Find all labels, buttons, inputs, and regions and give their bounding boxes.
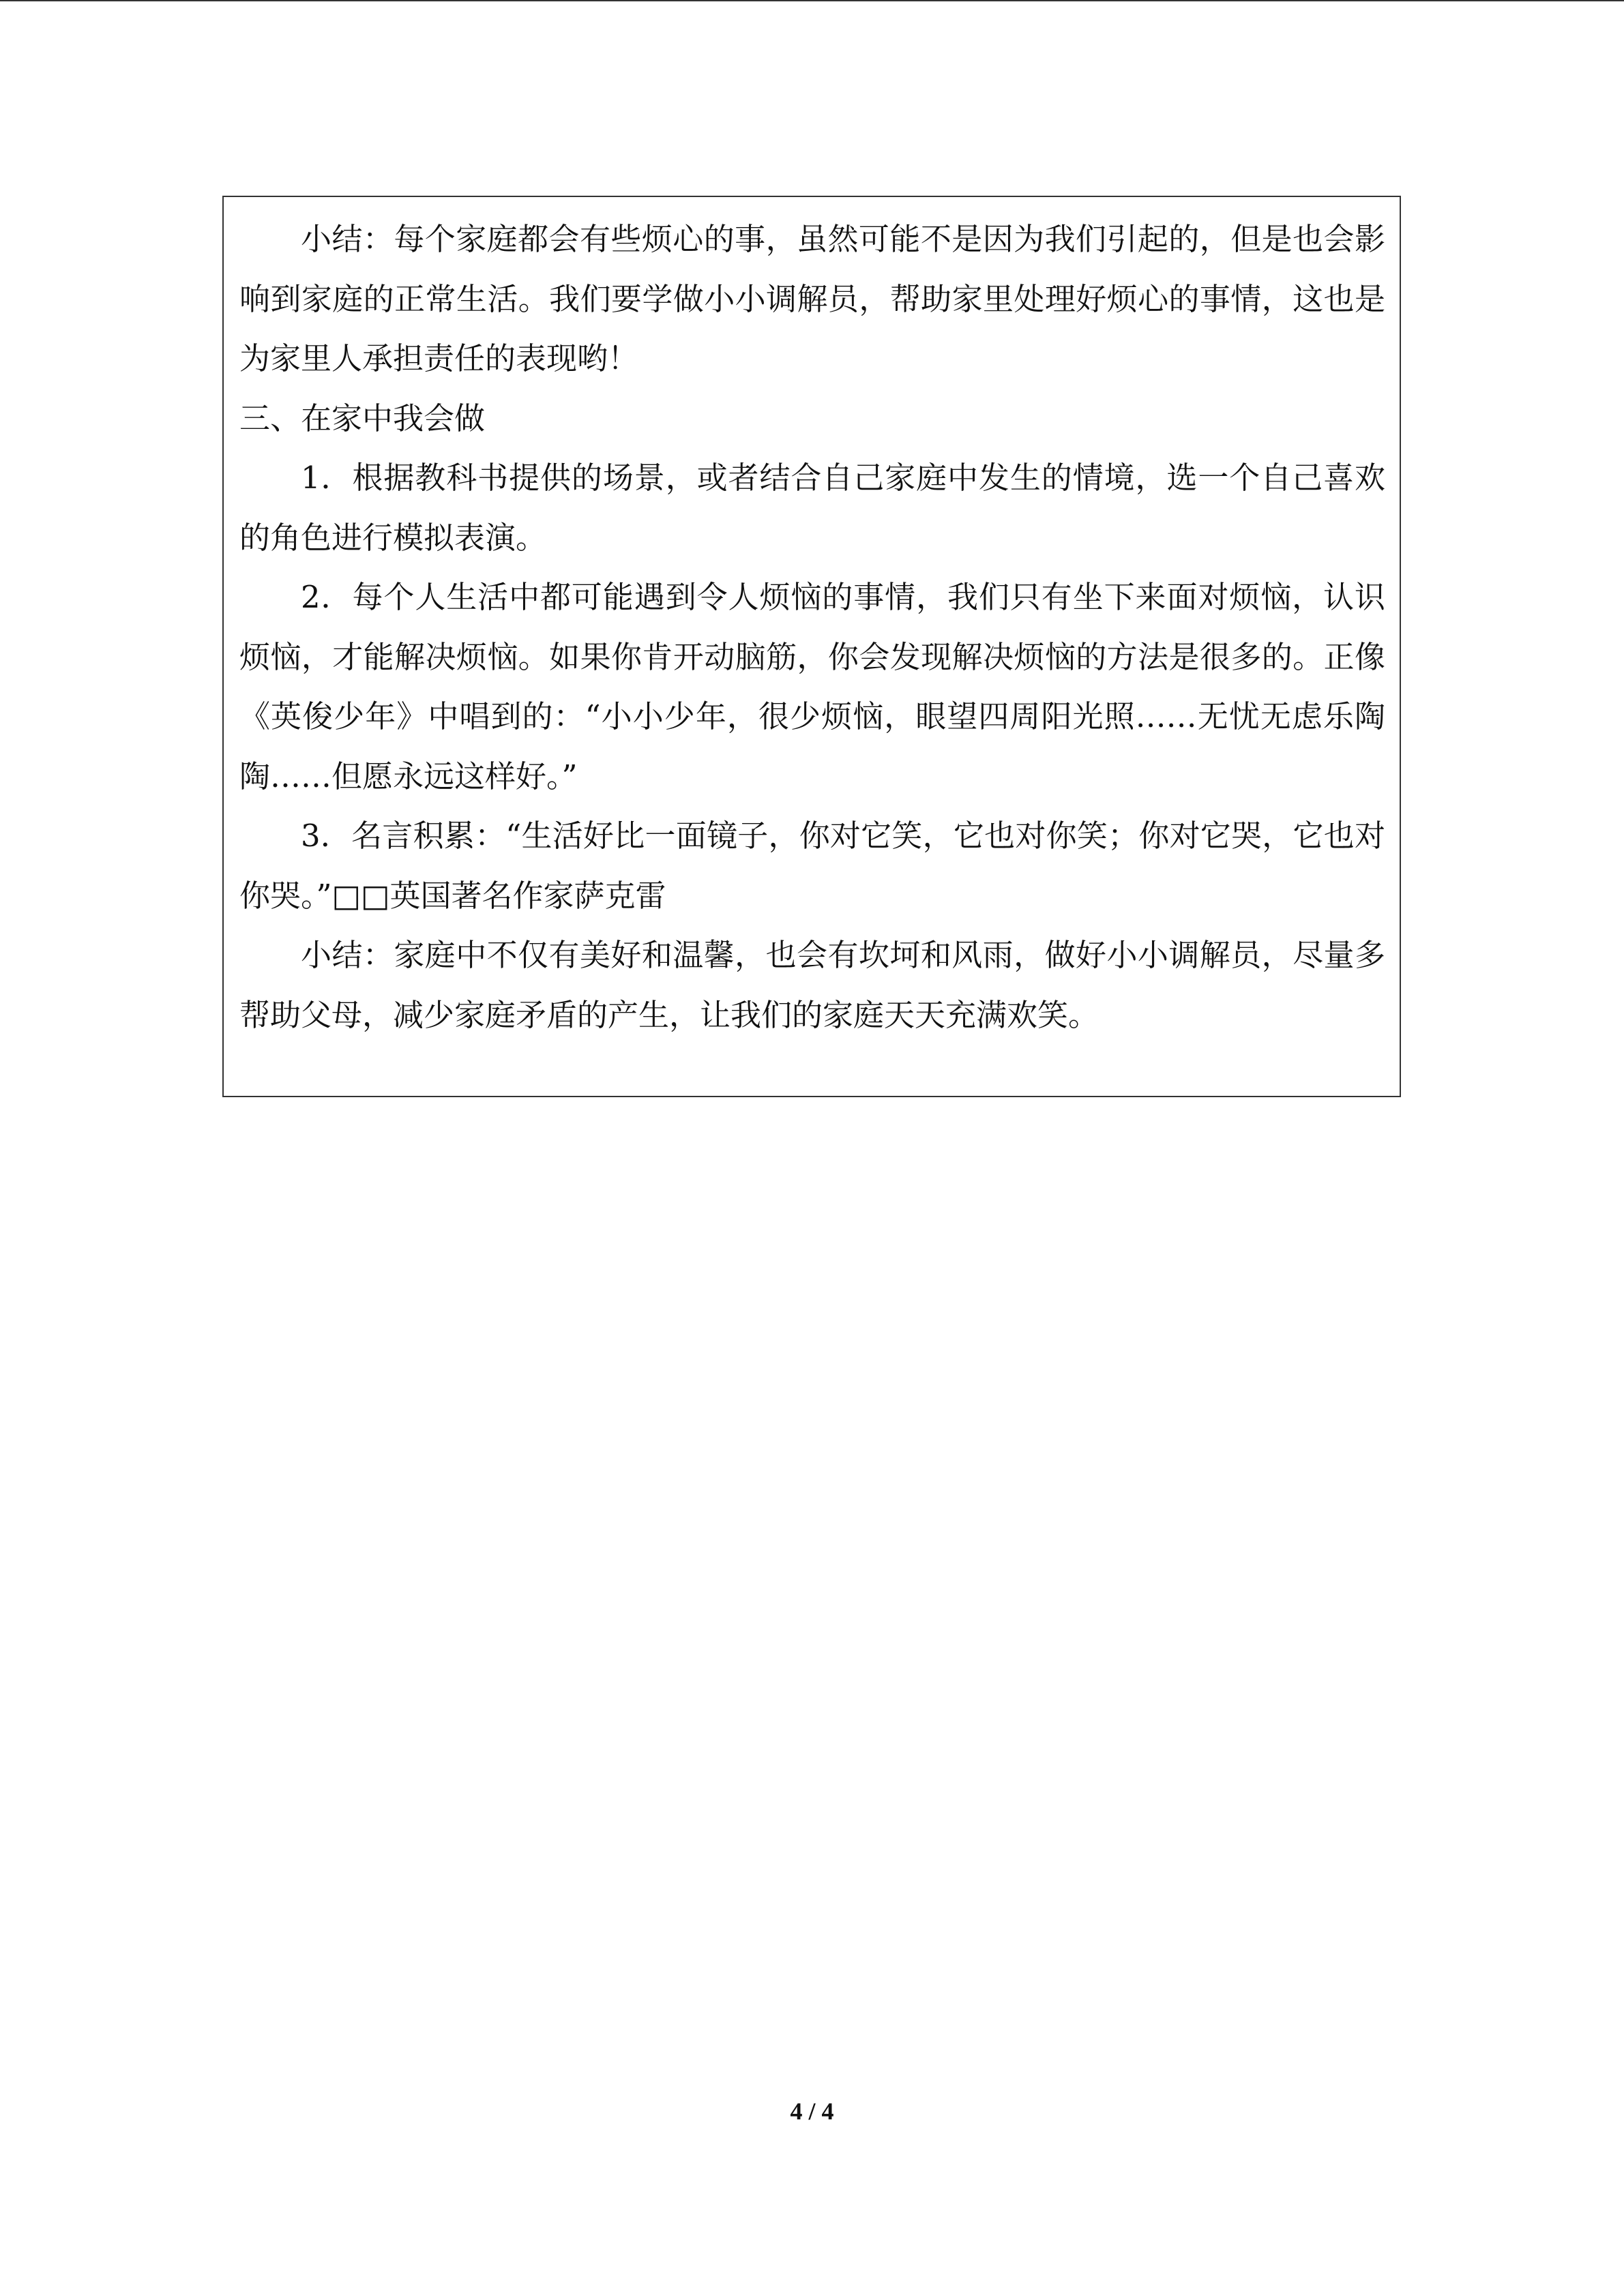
activity-item-3: 3．名言积累：“生活好比一面镜子，你对它笑，它也对你笑；你对它哭，它也对你哭。”□□英国著名作家萨克雷 [239,818,1385,914]
lesson-text [239,209,1385,1045]
summary-paragraph-1: 小结：每个家庭都会有些烦心的事，虽然可能不是因为我们引起的，但是也会影响到家庭的正常生活。我们要学做小小调解员，帮助家里处理好烦心的事情，这也是为家里人承担责任的表现哟！ [239,221,1385,376]
summary-paragraph-2: 小结：家庭中不仅有美好和温馨，也会有坎坷和风雨，做好小小调解员，尽量多帮助父母，减少家庭矛盾的产生，让我们的家庭天天充满欢笑。 [239,937,1385,1033]
lesson-content-box [222,196,1401,1097]
activity-item-2: 2．每个人生活中都可能遇到令人烦恼的事情，我们只有坐下来面对烦恼，认识烦恼，才能解决烦恼。如果你肯开动脑筋，你会发现解决烦恼的方法是很多的。正像《英俊少年》中唱到的：“小小少年，很少烦恼，眼望四周阳光照……无忧无虑乐陶陶……但愿永远这样好。” [239,579,1385,794]
activity-item-1: 1．根据教科书提供的场景，或者结合自己家庭中发生的情境，选一个自己喜欢的角色进行模拟表演。 [239,460,1385,556]
section-heading-3: 三、在家中我会做 [239,400,486,436]
page-top-border [0,0,1624,1]
page-number: 4 / 4 [790,2098,834,2125]
